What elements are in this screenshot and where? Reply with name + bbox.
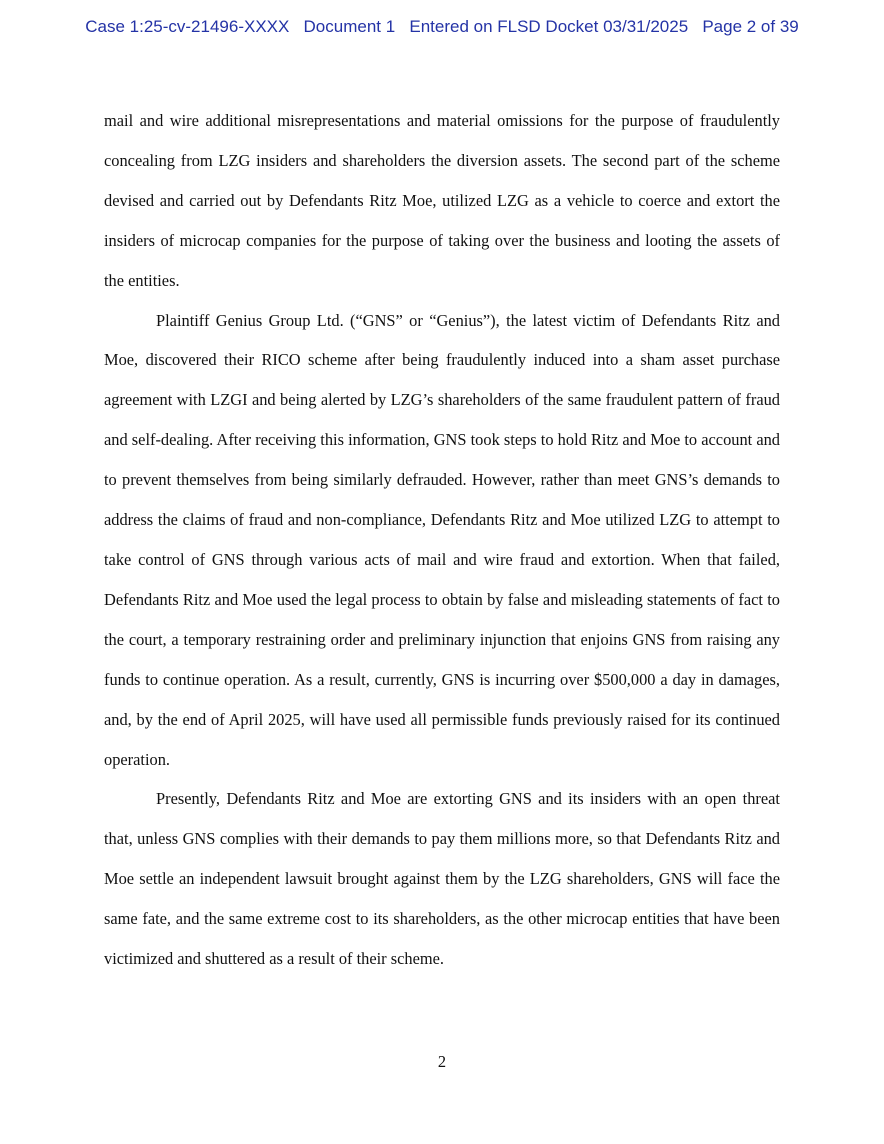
paragraph: Plaintiff Genius Group Ltd. (“GNS” or “Genius”), the latest victim of Defendants Ritz and Moe, discovered their RICO scheme after being fraudulently induced into a sham asset purchase agreement with LZGI and being alerted by LZG’s shareholders of the same fraudulent pattern of fraud and self-dealing. After receiving this information, GNS took steps to hold Ritz and Moe to account and to prevent themselves from being similarly defrauded. However, rather than meet GNS’s demands to address the claims of fraud and non-compliance, Defendants Ritz and Moe utilized LZG to attempt to take control of GNS through various acts of mail and wire fraud and extortion. When that failed, Defendants Ritz and Moe used the legal process to obtain by false and misleading statements of fact to the court, a temporary restraining order and preliminary injunction that enjoins GNS from raising any funds to continue operation. As a result, currently, GNS is incurring over $500,000 a day in damages, and, by the end of April 2025, will have used all permissible funds previously raised for its continued operation. — [104, 310, 780, 769]
page-number: 2 — [437, 1052, 447, 1071]
docket-header — [0, 16, 884, 38]
page-count: Page 2 of 39 — [702, 17, 799, 36]
document-number: Document 1 — [303, 17, 396, 36]
document-body — [104, 101, 780, 979]
docket-entry: Entered on FLSD Docket 03/31/2025 — [409, 17, 689, 36]
case-number: Case 1:25-cv-21496-XXXX — [85, 17, 290, 36]
paragraph: Presently, Defendants Ritz and Moe are extorting GNS and its insiders with an open threat that, unless GNS complies with their demands to pay them millions more, so that Defendants Ritz and Moe settle an independent lawsuit brought against them by the LZG shareholders, GNS will face the same fate, and the same extreme cost to its shareholders, as the other microcap entities that have been victimized and shuttered as a result of their scheme. — [104, 789, 780, 969]
paragraph-continued: mail and wire additional misrepresentations and material omissions for the purpose of fraudulently concealing from LZG insiders and shareholders the diversion assets. The second part of the scheme devised and carried out by Defendants Ritz Moe, utilized LZG as a vehicle to coerce and extort the insiders of microcap companies for the purpose of taking over the business and looting the assets of the entities. — [104, 111, 780, 290]
